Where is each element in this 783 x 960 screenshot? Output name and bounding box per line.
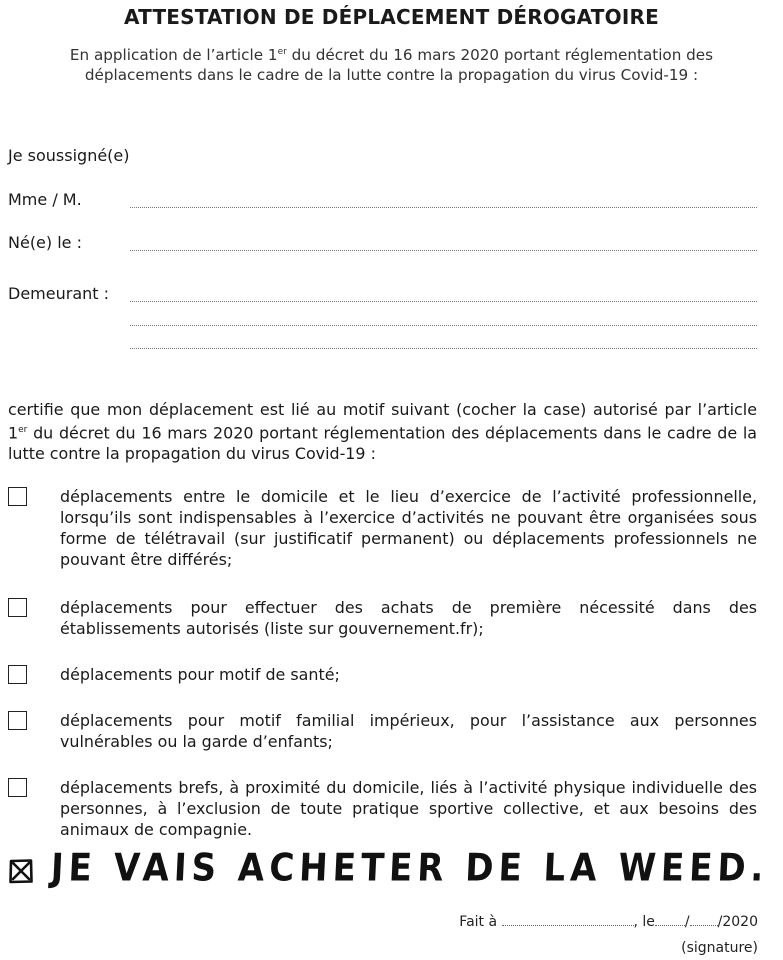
birth-label: Né(e) le : — [8, 233, 82, 252]
handwritten-reason: JE VAIS ACHETER DE LA WEED. — [49, 846, 770, 891]
month-field[interactable] — [690, 915, 718, 926]
subtitle-text-a: En application de l’article 1 — [69, 46, 278, 65]
date-slash: / — [684, 914, 690, 930]
certify-superscript: er — [18, 425, 28, 435]
fait-a-label: Fait à — [459, 914, 498, 930]
checkbox-exercise[interactable] — [8, 778, 27, 797]
place-field[interactable] — [502, 915, 634, 926]
checkbox-health[interactable] — [8, 665, 27, 684]
checkbox-professional[interactable] — [8, 487, 27, 506]
name-label: Mme / M. — [8, 190, 82, 209]
certify-text-b: du décret du 16 mars 2020 portant réglementation des déplacements dans le cadre de la lutte contre la propagation du virus Covid-19 : — [8, 423, 757, 464]
name-field[interactable] — [130, 207, 757, 208]
checkbox-family[interactable] — [8, 711, 27, 730]
address-field-line-1[interactable] — [130, 301, 757, 302]
fait-a-line — [459, 914, 758, 930]
handwritten-checked-checkbox-icon[interactable] — [8, 858, 34, 884]
signature-label: (signature) — [681, 940, 758, 956]
checkbox-shopping[interactable] — [8, 598, 27, 617]
option-exercise-text: déplacements brefs, à proximité du domicile, liés à l’activité physique individuelle des personnes, à l’exclusion de toute pratique sportive collective, et aux besoins des animaux de compagnie. — [60, 778, 757, 839]
certification-paragraph — [8, 399, 757, 464]
document-title: ATTESTATION DE DÉPLACEMENT DÉROGATOIRE — [124, 5, 659, 29]
birth-date-field[interactable] — [130, 250, 757, 251]
option-shopping-text: déplacements pour effectuer des achats de première nécessité dans des établissements autorisés (liste sur gouvernement.fr); — [60, 598, 757, 638]
option-professional-text: déplacements entre le domicile et le lieu d’exercice de l’activité professionnelle, lorsqu’ils sont indispensables à l’exercice d’activités ne pouvant être organisées sous forme de télétravail (sur justificatif permanent) ou déplacements professionnels ne pouvant être différés; — [60, 487, 757, 569]
le-label: , le — [633, 914, 655, 930]
address-label: Demeurant : — [8, 284, 110, 303]
address-field-line-3[interactable] — [130, 348, 757, 349]
document-subtitle — [30, 42, 753, 85]
certify-text-a: certifie que mon déplacement est lié au motif suivant (cocher la case) autorisé par l’article 1 — [8, 400, 757, 443]
year-label: /2020 — [717, 914, 758, 930]
subtitle-text-b: du décret du 16 mars 2020 portant réglementation des déplacements dans le cadre de la lutte contre la propagation du virus Covid-19 : — [84, 46, 714, 85]
option-health-text: déplacements pour motif de santé; — [60, 665, 340, 684]
option-family-text: déplacements pour motif familial impérieux, pour l’assistance aux personnes vulnérables ou la garde d’enfants; — [60, 711, 757, 751]
day-field[interactable] — [655, 915, 685, 926]
soussigne-label: Je soussigné(e) — [8, 146, 130, 165]
subtitle-superscript: er — [277, 47, 287, 57]
address-field-line-2[interactable] — [130, 325, 757, 326]
